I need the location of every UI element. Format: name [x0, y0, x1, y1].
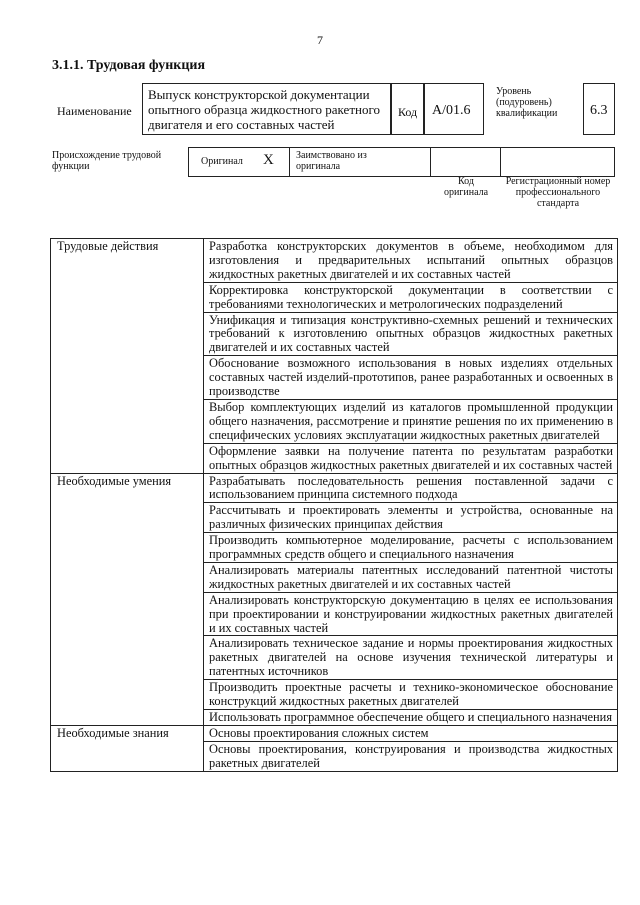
name-value-box — [142, 83, 391, 135]
reg-number-box — [500, 147, 615, 177]
required-skills-item: Анализировать конструкторскую документацию в целях ее использования при проектировании и конструировании жидкостных ракетных двигателей и их составных частей — [204, 592, 618, 636]
level-label: Уровень (подуровень) квалификации — [496, 86, 558, 119]
labor-actions-item: Корректировка конструкторской документации в соответствии с требованиями технологических и метрологических подразделений — [204, 282, 618, 312]
original-box — [188, 147, 290, 177]
page-number: 7 — [317, 33, 323, 47]
code-value-box — [424, 83, 484, 135]
level-value: 6.3 — [590, 103, 608, 118]
name-label: Наименование — [57, 104, 132, 118]
labor-actions-item: Унификация и типизация конструктивно-схемных решений и технических требований к изготовлению опытных образцов жидкостных ракетных двигателей и их составных частей — [204, 312, 618, 356]
code-label: Код — [398, 105, 418, 119]
original-mark: X — [263, 152, 274, 168]
labor-actions-item: Разработка конструкторских документов в объеме, необходимом для изготовления и предварительных испытаний опытных образцов жидкостных ракетных двигателей и их составных частей — [204, 239, 618, 283]
table-row — [51, 473, 618, 503]
labor-actions-item: Оформление заявки на получение патента по результатам разработки опытных образцов жидкостных ракетных двигателей и их составных частей — [204, 443, 618, 473]
labor-actions-item: Обоснование возможного использования в новых изделиях отдельных составных частей изделий-прототипов, ранее разработанных и освоенных в производстве — [204, 356, 618, 400]
code-value: А/01.6 — [432, 103, 471, 118]
required-skills-item: Анализировать техническое задание и нормы проектирования жидкостных ракетных двигателей на основе изучения технической литературы и патентных источников — [204, 636, 618, 680]
required-skills-item: Производить компьютерное моделирование, расчеты с использованием программных средств общего и специального назначения — [204, 533, 618, 563]
required-knowledge-item: Основы проектирования сложных систем — [204, 725, 618, 741]
required-skills-item: Использовать программное обеспечение общего и специального назначения — [204, 710, 618, 726]
section-title: 3.1.1. Трудовая функция — [52, 58, 206, 73]
labor-actions-item: Выбор комплектующих изделий из каталогов промышленной продукции общего назначения, рассмотрение и принятие решения по их применению в специфических условиях эксплуатации жидкостных ракетных двигателей — [204, 399, 618, 443]
name-value: Выпуск конструкторской документации опытного образца жидкостного ракетного двигателя и его составных частей — [148, 87, 380, 132]
level-value-box — [583, 83, 615, 135]
reg-number-label: Регистрационный номер профессионального стандарта — [505, 176, 611, 209]
original-code-box — [430, 147, 501, 177]
labor-actions-title: Трудовые действия — [51, 239, 204, 474]
table-row — [51, 239, 618, 283]
code-label-box — [391, 83, 424, 135]
required-skills-item: Разрабатывать последовательность решения поставленной задачи с использованием принципа системного подхода — [204, 473, 618, 503]
original-label: Оригинал — [201, 156, 243, 167]
origin-label: Происхождение трудовой функции — [52, 150, 162, 172]
required-skills-title: Необходимые умения — [51, 473, 204, 725]
required-knowledge-item: Основы проектирования, конструирования и производства жидкостных ракетных двигателей — [204, 741, 618, 771]
required-skills-item: Анализировать материалы патентных исследований патентной чистоты жидкостных ракетных двигателей и их составных частей — [204, 562, 618, 592]
functions-table — [50, 238, 618, 772]
table-row — [51, 725, 618, 741]
borrowed-label: Заимствовано из оригинала — [296, 150, 367, 172]
original-code-label: Код оригинала — [443, 176, 489, 198]
borrowed-box — [289, 147, 431, 177]
required-knowledge-title: Необходимые знания — [51, 725, 204, 771]
required-skills-item: Производить проектные расчеты и технико-экономическое обоснование конструкций жидкостных ракетных двигателей — [204, 680, 618, 710]
required-skills-item: Рассчитывать и проектировать элементы и устройства, основанные на различных физических принципах действия — [204, 503, 618, 533]
